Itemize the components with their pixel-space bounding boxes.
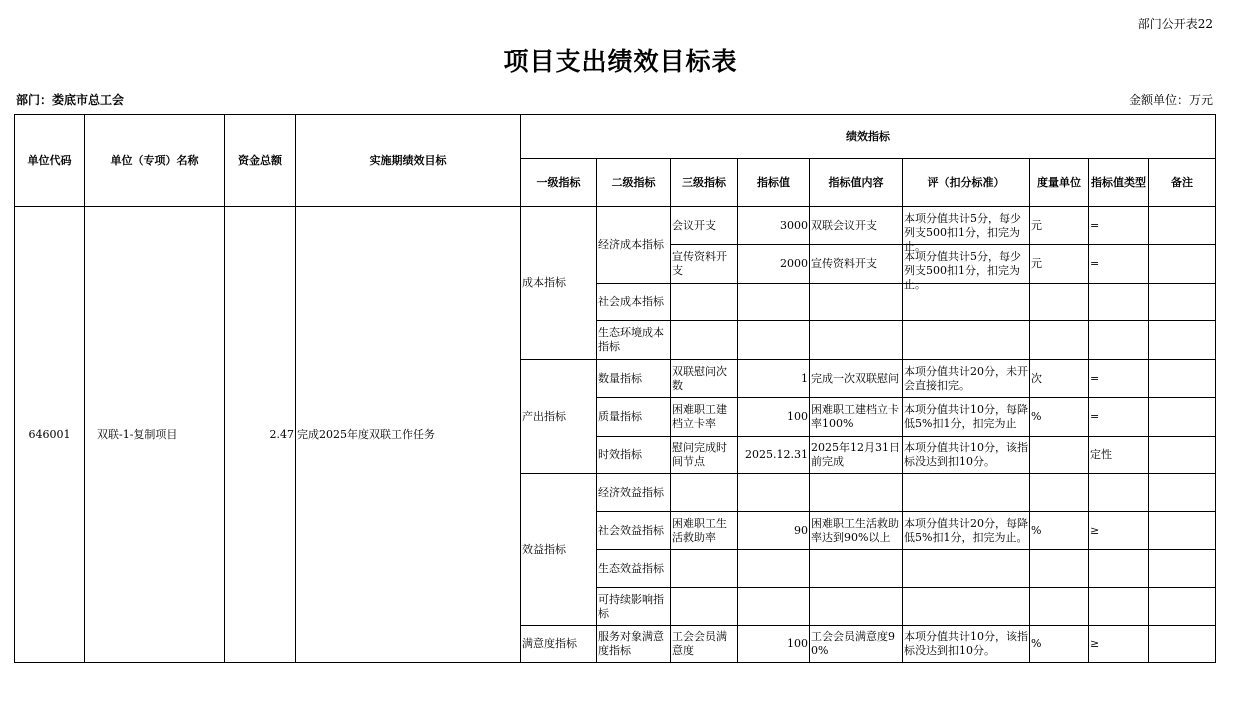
project-name: 双联-1-复制项目 xyxy=(85,207,225,663)
level2-cell: 时效指标 xyxy=(597,437,671,474)
header-level1: 一级指标 xyxy=(521,159,597,207)
project-goal: 完成2025年度双联工作任务 xyxy=(296,207,521,663)
group-satisfaction: 满意度指标 xyxy=(521,626,597,663)
form-number: 部门公开表22 xyxy=(1137,17,1213,31)
content-cell: 宣传资料开支 xyxy=(810,245,903,284)
type-cell: = xyxy=(1089,360,1149,398)
level3-cell: 慰问完成时间节点 xyxy=(671,437,738,474)
scoring-cell xyxy=(903,550,1030,588)
content-cell: 双联会议开支 xyxy=(810,207,903,245)
department-label: 部门：娄底市总工会 xyxy=(16,93,125,107)
group-benefit: 效益指标 xyxy=(521,474,597,626)
scoring-text: 本项分值共计10分，该指标没达到扣10分。 xyxy=(904,441,1028,468)
level3-cell xyxy=(671,321,738,360)
level2-cell: 生态环境成本指标 xyxy=(597,321,671,360)
unit-cell: % xyxy=(1030,512,1089,550)
header-period-goal: 实施期绩效目标 xyxy=(296,115,521,207)
scoring-text: 本项分值共计5分，每少列支500扣1分，扣完为止。 xyxy=(904,250,1021,291)
remarks-cell xyxy=(1149,245,1216,284)
scoring-text: 本项分值共计20分，未开会直接扣完。 xyxy=(904,364,1028,392)
header-measure-unit: 度量单位 xyxy=(1030,159,1089,207)
unit-cell xyxy=(1030,437,1089,474)
scoring-cell xyxy=(903,626,1030,663)
level2-cell: 社会效益指标 xyxy=(597,512,671,550)
unit-cell: % xyxy=(1030,398,1089,437)
level3-cell xyxy=(671,474,738,512)
value-cell: 1 xyxy=(738,360,810,398)
header-level2: 二级指标 xyxy=(597,159,671,207)
header-indicator-value: 指标值 xyxy=(738,159,810,207)
unit-cell: 元 xyxy=(1030,207,1089,245)
type-cell: = xyxy=(1089,207,1149,245)
header-indicator-content: 指标值内容 xyxy=(810,159,903,207)
value-cell: 2000 xyxy=(738,245,810,284)
level3-cell: 困难职工建档立卡率 xyxy=(671,398,738,437)
level2-cell: 生态效益指标 xyxy=(597,550,671,588)
type-cell: = xyxy=(1089,398,1149,437)
scoring-text: 本项分值共计5分，每少列支500扣1分，扣完为止。 xyxy=(904,211,1021,253)
level3-cell xyxy=(671,284,738,321)
value-cell: 2025.12.31 xyxy=(738,437,810,474)
value-cell xyxy=(738,550,810,588)
type-cell xyxy=(1089,588,1149,626)
scoring-cell xyxy=(903,321,1030,360)
unit-cell: 元 xyxy=(1030,245,1089,284)
scoring-cell xyxy=(903,207,1030,253)
unit-cell: 次 xyxy=(1030,360,1089,398)
unit-cell xyxy=(1030,550,1089,588)
level2-cell: 经济成本指标 xyxy=(597,207,671,284)
content-cell xyxy=(810,321,903,360)
level3-cell: 会议开支 xyxy=(671,207,738,245)
value-cell: 100 xyxy=(738,398,810,437)
value-cell xyxy=(738,321,810,360)
type-cell: = xyxy=(1089,245,1149,284)
remarks-cell xyxy=(1149,550,1216,588)
type-cell xyxy=(1089,321,1149,360)
header-performance-indicators: 绩效指标 xyxy=(521,115,1216,159)
remarks-cell xyxy=(1149,474,1216,512)
value-cell: 100 xyxy=(738,626,810,663)
scoring-text: 本项分值共计20分，每降低5%扣1分，扣完为止。 xyxy=(904,516,1028,544)
remarks-cell xyxy=(1149,321,1216,360)
remarks-cell xyxy=(1149,626,1216,663)
project-code: 646001 xyxy=(15,207,85,663)
header-total-funds: 资金总额 xyxy=(225,115,296,207)
content-cell: 完成一次双联慰问 xyxy=(810,360,903,398)
level3-cell: 困难职工生活救助率 xyxy=(671,512,738,550)
level3-cell: 工会会员满意度 xyxy=(671,626,738,663)
header-unit-code: 单位代码 xyxy=(15,115,85,207)
table-row xyxy=(15,207,1216,245)
amount-unit-label: 金额单位：万元 xyxy=(1128,93,1213,107)
page-title: 项目支出绩效目标表 xyxy=(503,47,738,76)
level2-cell: 社会成本指标 xyxy=(597,284,671,321)
level2-cell: 质量指标 xyxy=(597,398,671,437)
content-cell: 困难职工建档立卡率100% xyxy=(810,398,903,437)
content-cell xyxy=(810,474,903,512)
remarks-cell xyxy=(1149,437,1216,474)
group-output: 产出指标 xyxy=(521,360,597,474)
scoring-cell xyxy=(903,512,1030,550)
type-cell: ≥ xyxy=(1089,512,1149,550)
header-remarks: 备注 xyxy=(1149,159,1216,207)
unit-cell: % xyxy=(1030,626,1089,663)
content-cell: 工会会员满意度90% xyxy=(810,626,903,663)
level3-cell xyxy=(671,550,738,588)
level2-cell: 可持续影响指标 xyxy=(597,588,671,626)
header-value-type: 指标值类型 xyxy=(1089,159,1149,207)
scoring-cell xyxy=(903,437,1030,474)
remarks-cell xyxy=(1149,512,1216,550)
scoring-text: 本项分值共计10分，每降低5%扣1分，扣完为止 xyxy=(904,403,1028,430)
level3-cell: 双联慰问次数 xyxy=(671,360,738,398)
type-cell xyxy=(1089,550,1149,588)
scoring-cell xyxy=(903,245,1030,291)
value-cell: 3000 xyxy=(738,207,810,245)
performance-table xyxy=(14,114,1216,663)
header-scoring: 评（扣分标准） xyxy=(903,159,1030,207)
header-unit-name: 单位（专项）名称 xyxy=(85,115,225,207)
unit-cell xyxy=(1030,321,1089,360)
level2-cell: 经济效益指标 xyxy=(597,474,671,512)
header-level3: 三级指标 xyxy=(671,159,738,207)
value-cell xyxy=(738,474,810,512)
content-cell xyxy=(810,588,903,626)
unit-cell xyxy=(1030,588,1089,626)
scoring-cell xyxy=(903,588,1030,626)
level3-cell xyxy=(671,588,738,626)
type-cell xyxy=(1089,284,1149,321)
unit-cell xyxy=(1030,284,1089,321)
content-cell: 困难职工生活救助率达到90%以上 xyxy=(810,512,903,550)
scoring-cell xyxy=(903,360,1030,398)
type-cell: ≥ xyxy=(1089,626,1149,663)
value-cell: 90 xyxy=(738,512,810,550)
content-cell xyxy=(810,284,903,321)
value-cell xyxy=(738,284,810,321)
scoring-text: 本项分值共计10分，该指标没达到扣10分。 xyxy=(904,630,1028,657)
remarks-cell xyxy=(1149,207,1216,245)
scoring-cell xyxy=(903,474,1030,512)
group-cost: 成本指标 xyxy=(521,207,597,360)
type-cell: 定性 xyxy=(1089,437,1149,474)
content-cell xyxy=(810,550,903,588)
remarks-cell xyxy=(1149,360,1216,398)
remarks-cell xyxy=(1149,398,1216,437)
value-cell xyxy=(738,588,810,626)
remarks-cell xyxy=(1149,284,1216,321)
level2-cell: 数量指标 xyxy=(597,360,671,398)
level2-cell: 服务对象满意度指标 xyxy=(597,626,671,663)
level3-cell: 宣传资料开支 xyxy=(671,245,738,284)
project-total: 2.47 xyxy=(225,207,296,663)
remarks-cell xyxy=(1149,588,1216,626)
scoring-cell xyxy=(903,398,1030,437)
content-cell: 2025年12月31日前完成 xyxy=(810,437,903,474)
type-cell xyxy=(1089,474,1149,512)
unit-cell xyxy=(1030,474,1089,512)
